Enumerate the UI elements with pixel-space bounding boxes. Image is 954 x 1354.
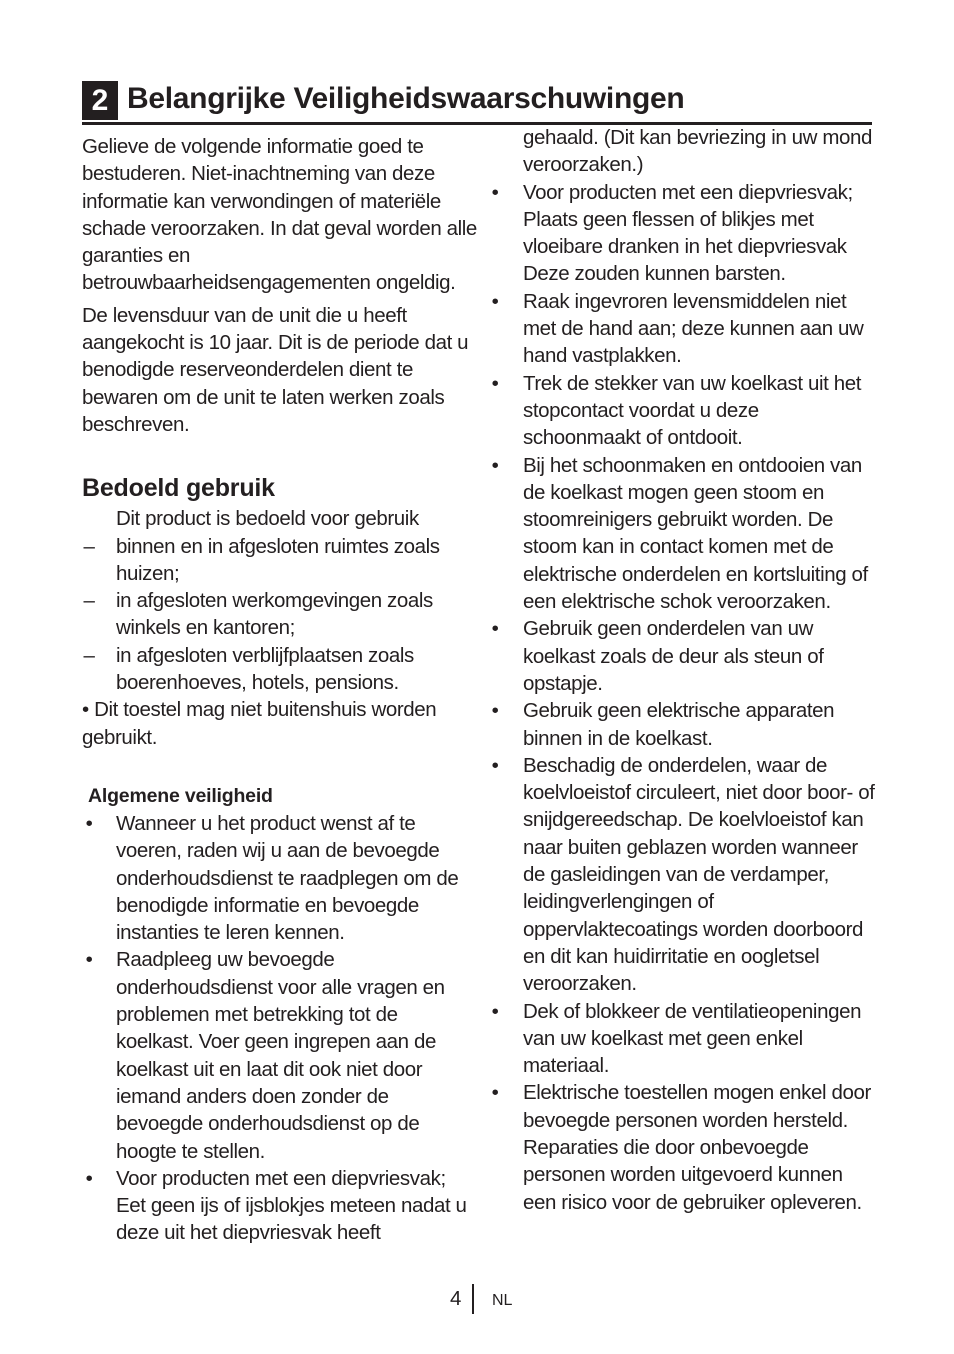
intro-paragraph-2: De levensduur van de unit die u heeft aangekocht is 10 jaar. Dit is de periode dat u benodigde reserveonderdelen dient te bewaren om de unit te laten werken zoals beschreven. (82, 303, 469, 436)
chapter-title: Belangrijke Veiligheidswaarschuwingen (127, 82, 685, 115)
bullet-marker: • (491, 753, 499, 777)
list-item (82, 810, 477, 946)
bullet-marker: • (491, 617, 499, 641)
list-item (82, 642, 477, 697)
list-item-text: in afgesloten verblijfplaatsen zoals boerenhoeves, hotels, pensions. (116, 643, 414, 695)
list-item-text: Dek of blokkeer de ventilatieopeningen van uw koelkast met geen enkel materiaal. (523, 999, 862, 1078)
bullet-marker: • (85, 1166, 93, 1190)
outdoor-use-note: • Dit toestel mag niet buitenshuis worden gebruikt. (82, 698, 437, 749)
list-item-text: binnen en in afgesloten ruimtes zoals huizen; (116, 534, 440, 585)
intended-use-heading: Bedoeld gebruik (82, 474, 275, 503)
intro-paragraph-1: Gelieve de volgende informatie goed te bestuderen. Niet-inachtneming van deze informatie kan verwondingen of materiële schade veroorzaken. In dat geval worden alle garanties en betrouwbaarheidsengagementen ongeldig. (82, 135, 477, 295)
chapter-header (82, 78, 872, 125)
list-item (82, 587, 477, 642)
continued-item-text: gehaald. (Dit kan bevriezing in uw mond veroorzaken.) (523, 126, 873, 177)
bullet-marker: • (491, 371, 499, 395)
list-item-text: Voor producten met een diepvriesvak; Plaats geen flessen of blikjes met vloeibare dranken in het diepvriesvak Deze zouden kunnen barsten. (523, 180, 853, 286)
bullet-marker: • (85, 948, 93, 972)
list-item-text: Raak ingevroren levensmiddelen niet met de hand aan; deze kunnen aan uw hand vastplakken. (523, 289, 864, 368)
list-item-text: Voor producten met een diepvriesvak; Eet geen ijs of ijsblokjes meteen nadat u deze uit het diepvriesvak heeft (116, 1166, 467, 1245)
bullet-marker: • (491, 180, 499, 204)
bullet-marker: • (491, 289, 499, 313)
list-item-text: Trek de stekker van uw koelkast uit het stopcontact voordat u deze schoonmaakt of ontdooit. (523, 371, 861, 450)
page-number: 4 (450, 1287, 462, 1310)
footer-divider (472, 1284, 474, 1314)
list-item-text: Wanneer u het product wenst af te voeren, raden wij u aan de bevoegde onderhoudsdienst te raadplegen om de benodigde informatie en bevoegde instanties te leren kennen. (116, 811, 459, 945)
chapter-number: 2 (82, 81, 118, 120)
language-code: NL (492, 1292, 513, 1309)
list-item-text: Beschadig de onderdelen, waar de koelvloeistof circuleert, niet door boor- of snijdgereedschap. De koelvloeistof kan naar buiten geblazen worden wanneer de gasleidingen van de verdamper, leidingverlengingen of oppervlaktecoatings worden doorboord en dit kan huidirritatie en oogletsel veroorzaken. (523, 753, 875, 996)
list-item-text: in afgesloten werkomgevingen zoals winkels en kantoren; (116, 589, 433, 640)
list-item-text: Elektrische toestellen mogen enkel door bevoegde personen worden hersteld. Reparaties die door onbevoegde personen worden uitgevoerd kunnen een risico voor de gebruiker opleveren. (523, 1081, 871, 1214)
list-item (488, 288, 878, 370)
list-item (82, 946, 477, 1164)
list-item (488, 697, 878, 752)
list-item-text: Bij het schoonmaken en ontdooien van de koelkast mogen geen stoom en stoomreinigers gebruikt worden. De stoom kan in contact komen met de elektrische onderdelen en kortsluiting of een elektrische schok veroorzaken. (523, 453, 868, 614)
dash-marker: – (83, 643, 95, 667)
intended-use-lead: Dit product is bedoeld voor gebruik (116, 507, 419, 531)
list-item (82, 533, 477, 588)
general-safety-heading: Algemene veiligheid (88, 784, 273, 807)
list-item (488, 370, 878, 452)
right-column (488, 124, 878, 1216)
bullet-marker: • (491, 453, 499, 477)
left-column (82, 133, 477, 1247)
list-item (488, 179, 878, 288)
list-item-text: Gebruik geen onderdelen van uw koelkast zoals de deur als steun of opstapje. (523, 617, 824, 695)
bullet-marker: • (491, 1081, 499, 1105)
list-item (488, 998, 878, 1080)
dash-marker: – (83, 534, 95, 558)
list-item (488, 452, 878, 616)
list-item (488, 752, 878, 998)
list-item-text: Gebruik geen elektrische apparaten binnen in de koelkast. (523, 699, 835, 750)
list-item (82, 1165, 477, 1247)
list-item-text: Raadpleeg uw bevoegde onderhoudsdienst voor alle vragen en problemen met betrekking tot de koelkast. Voer geen ingrepen aan de koelkast uit en laat dit ook niet door iemand anders doen zonder de bevoegde onderhoudsdienst op de hoogte te stellen. (116, 948, 445, 1163)
list-item (488, 1079, 878, 1215)
page-footer (0, 1284, 954, 1314)
bullet-marker: • (491, 699, 499, 723)
bullet-marker: • (491, 999, 499, 1023)
bullet-marker: • (85, 811, 93, 835)
list-item (488, 615, 878, 697)
dash-marker: – (83, 589, 95, 613)
